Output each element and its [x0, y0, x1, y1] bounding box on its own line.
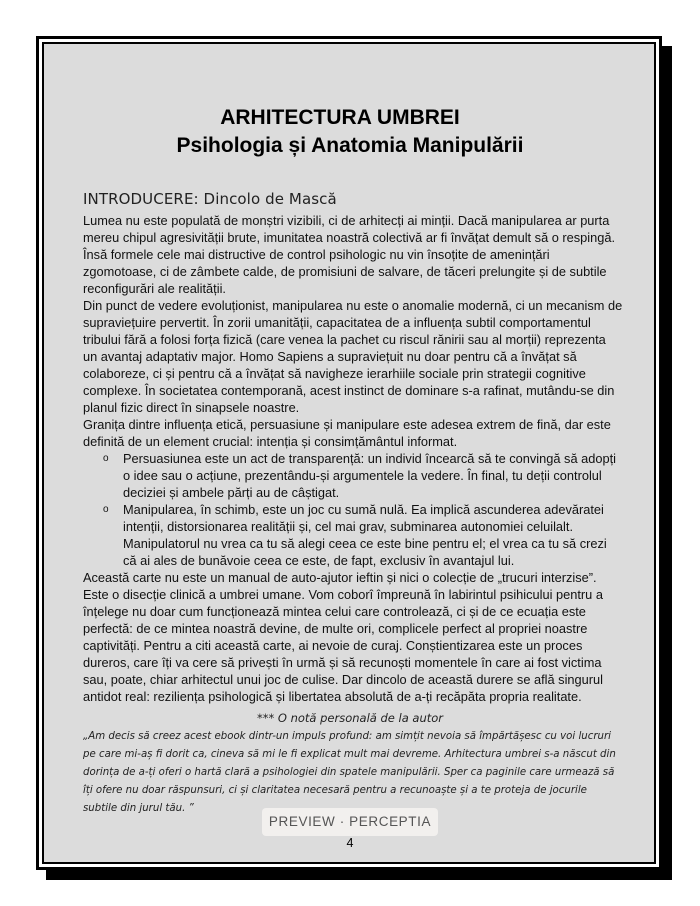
bullet-marker: o: [103, 504, 109, 515]
author-note-heading: [0, 711, 700, 725]
body-text: [83, 212, 623, 705]
page-number: 4: [346, 836, 354, 850]
paragraph: Din punct de vedere evoluționist, manipularea nu este o anomalie modernă, ci un mecanism de supraviețuire pervertit. În zorii umanității, capacitatea de a influența subtil comportamentul tribului fără a folosi forța fizică (care venea la pachet cu riscul rănirii sau al morții) reprezenta un avantaj adaptativ major. Homo Sapiens a supraviețuit nu doar pentru că a învățat să colaboreze, ci și pentru că a învățat să navigheze ierarhiile sociale prin strategii cognitive complexe. În societatea contemporană, acest instinct de dominare s-a rafinat, mutându-se din planul fizic direct în sinapsele noastre.: [83, 298, 623, 415]
list-item: [103, 450, 618, 501]
closing-paragraph: Această carte nu este un manual de auto-ajutor ieftin și nici o colecție de „trucuri interzise”. Este o disecție clinică a umbrei umane. Vom coborî împreună în labirintul psihicului pentru a înțelege nu doar cum funcționează mintea celui care controlează, ci și de ce ecuația este perfectă: de ce mintea noastră devine, de multe ori, complicele perfect al propriei noastre captivități. Pentru a citi această carte, ai nevoie de curaj. Conștientizarea este un proces dureros, care îți va cere să privești în urmă și să recunoști momentele în care ai fost victima sau, poate, chiar arhitectul unui joc de culise. Dar dincolo de această durere se află singurul antidot real: reziliența psihologică și libertatea absolută de a-ți recăpăta propria realitate.: [83, 570, 603, 704]
bullet-marker: o: [103, 453, 109, 464]
author-note-text: „Am decis să creez acest ebook dintr-un impuls profund: am simțit nevoia să împărtășesc cu voi lucruri pe care mi-aș fi dorit ca, cineva să mi le fi explicat mult mai devreme. Arhitectura umbrei s-a născut din dorința de a-ți oferi o hartă clară a psihologiei din spatele manipulării. Sper ca paginile care urmează să îți ofere nu doar răspunsuri, ci și claritatea necesară pentru a recunoaște și a te proteja de jocurile subtile din jurul tău. ”: [83, 731, 616, 814]
list-item-text: Persuasiunea este un act de transparență: un individ încearcă să te convingă să adopți o idee sau o acțiune, prezentându-și argumentele la vedere. În final, tu deții controlul deciziei și ambele părți au de câștigat.: [123, 451, 616, 500]
paragraph: Lumea nu este populată de monștri vizibili, ci de arhitecți ai minții. Dacă manipularea ar purta mereu chipul agresivității brute, imunitatea noastră colectivă ar fi învățat demult să o respingă. Însă formele cele mai distructive de control psihologic nu vin însoțite de amenințări zgomotoase, ci de zâmbete calde, de promisiuni de salvare, de tăceri prelungite și de subtile reconfigurări ale realității.: [83, 213, 616, 296]
bullet-list: [83, 450, 623, 569]
intro-heading: INTRODUCERE: Dincolo de Mască: [83, 190, 337, 208]
note-stars: ***: [256, 711, 275, 725]
list-item-text: Manipularea, în schimb, este un joc cu sumă nulă. Ea implică ascunderea adevăratei intenții, distorsionarea realității și, cel mai grav, subminarea autonomiei celuilalt. Manipulatorul nu vrea ca tu să alegi ceea ce este bine pentru el; el vrea ca tu să crezi că ai ales de bunăvoie ceea ce este, de fapt, exclusiv în avantajul lui.: [123, 502, 607, 568]
document-title: ARHITECTURA UMBREI: [220, 106, 460, 129]
note-title: O notă personală de la autor: [277, 711, 444, 725]
preview-watermark-badge: PREVIEW · PERCEPTIA: [262, 808, 438, 836]
paragraph: Granița dintre influența etică, persuasiune și manipulare este adesea extrem de fină, dar este definită de un element crucial: intenția și consimțământul informat.: [83, 417, 611, 449]
list-item: [103, 501, 618, 569]
document-subtitle: Psihologia și Anatomia Manipulării: [176, 134, 524, 157]
